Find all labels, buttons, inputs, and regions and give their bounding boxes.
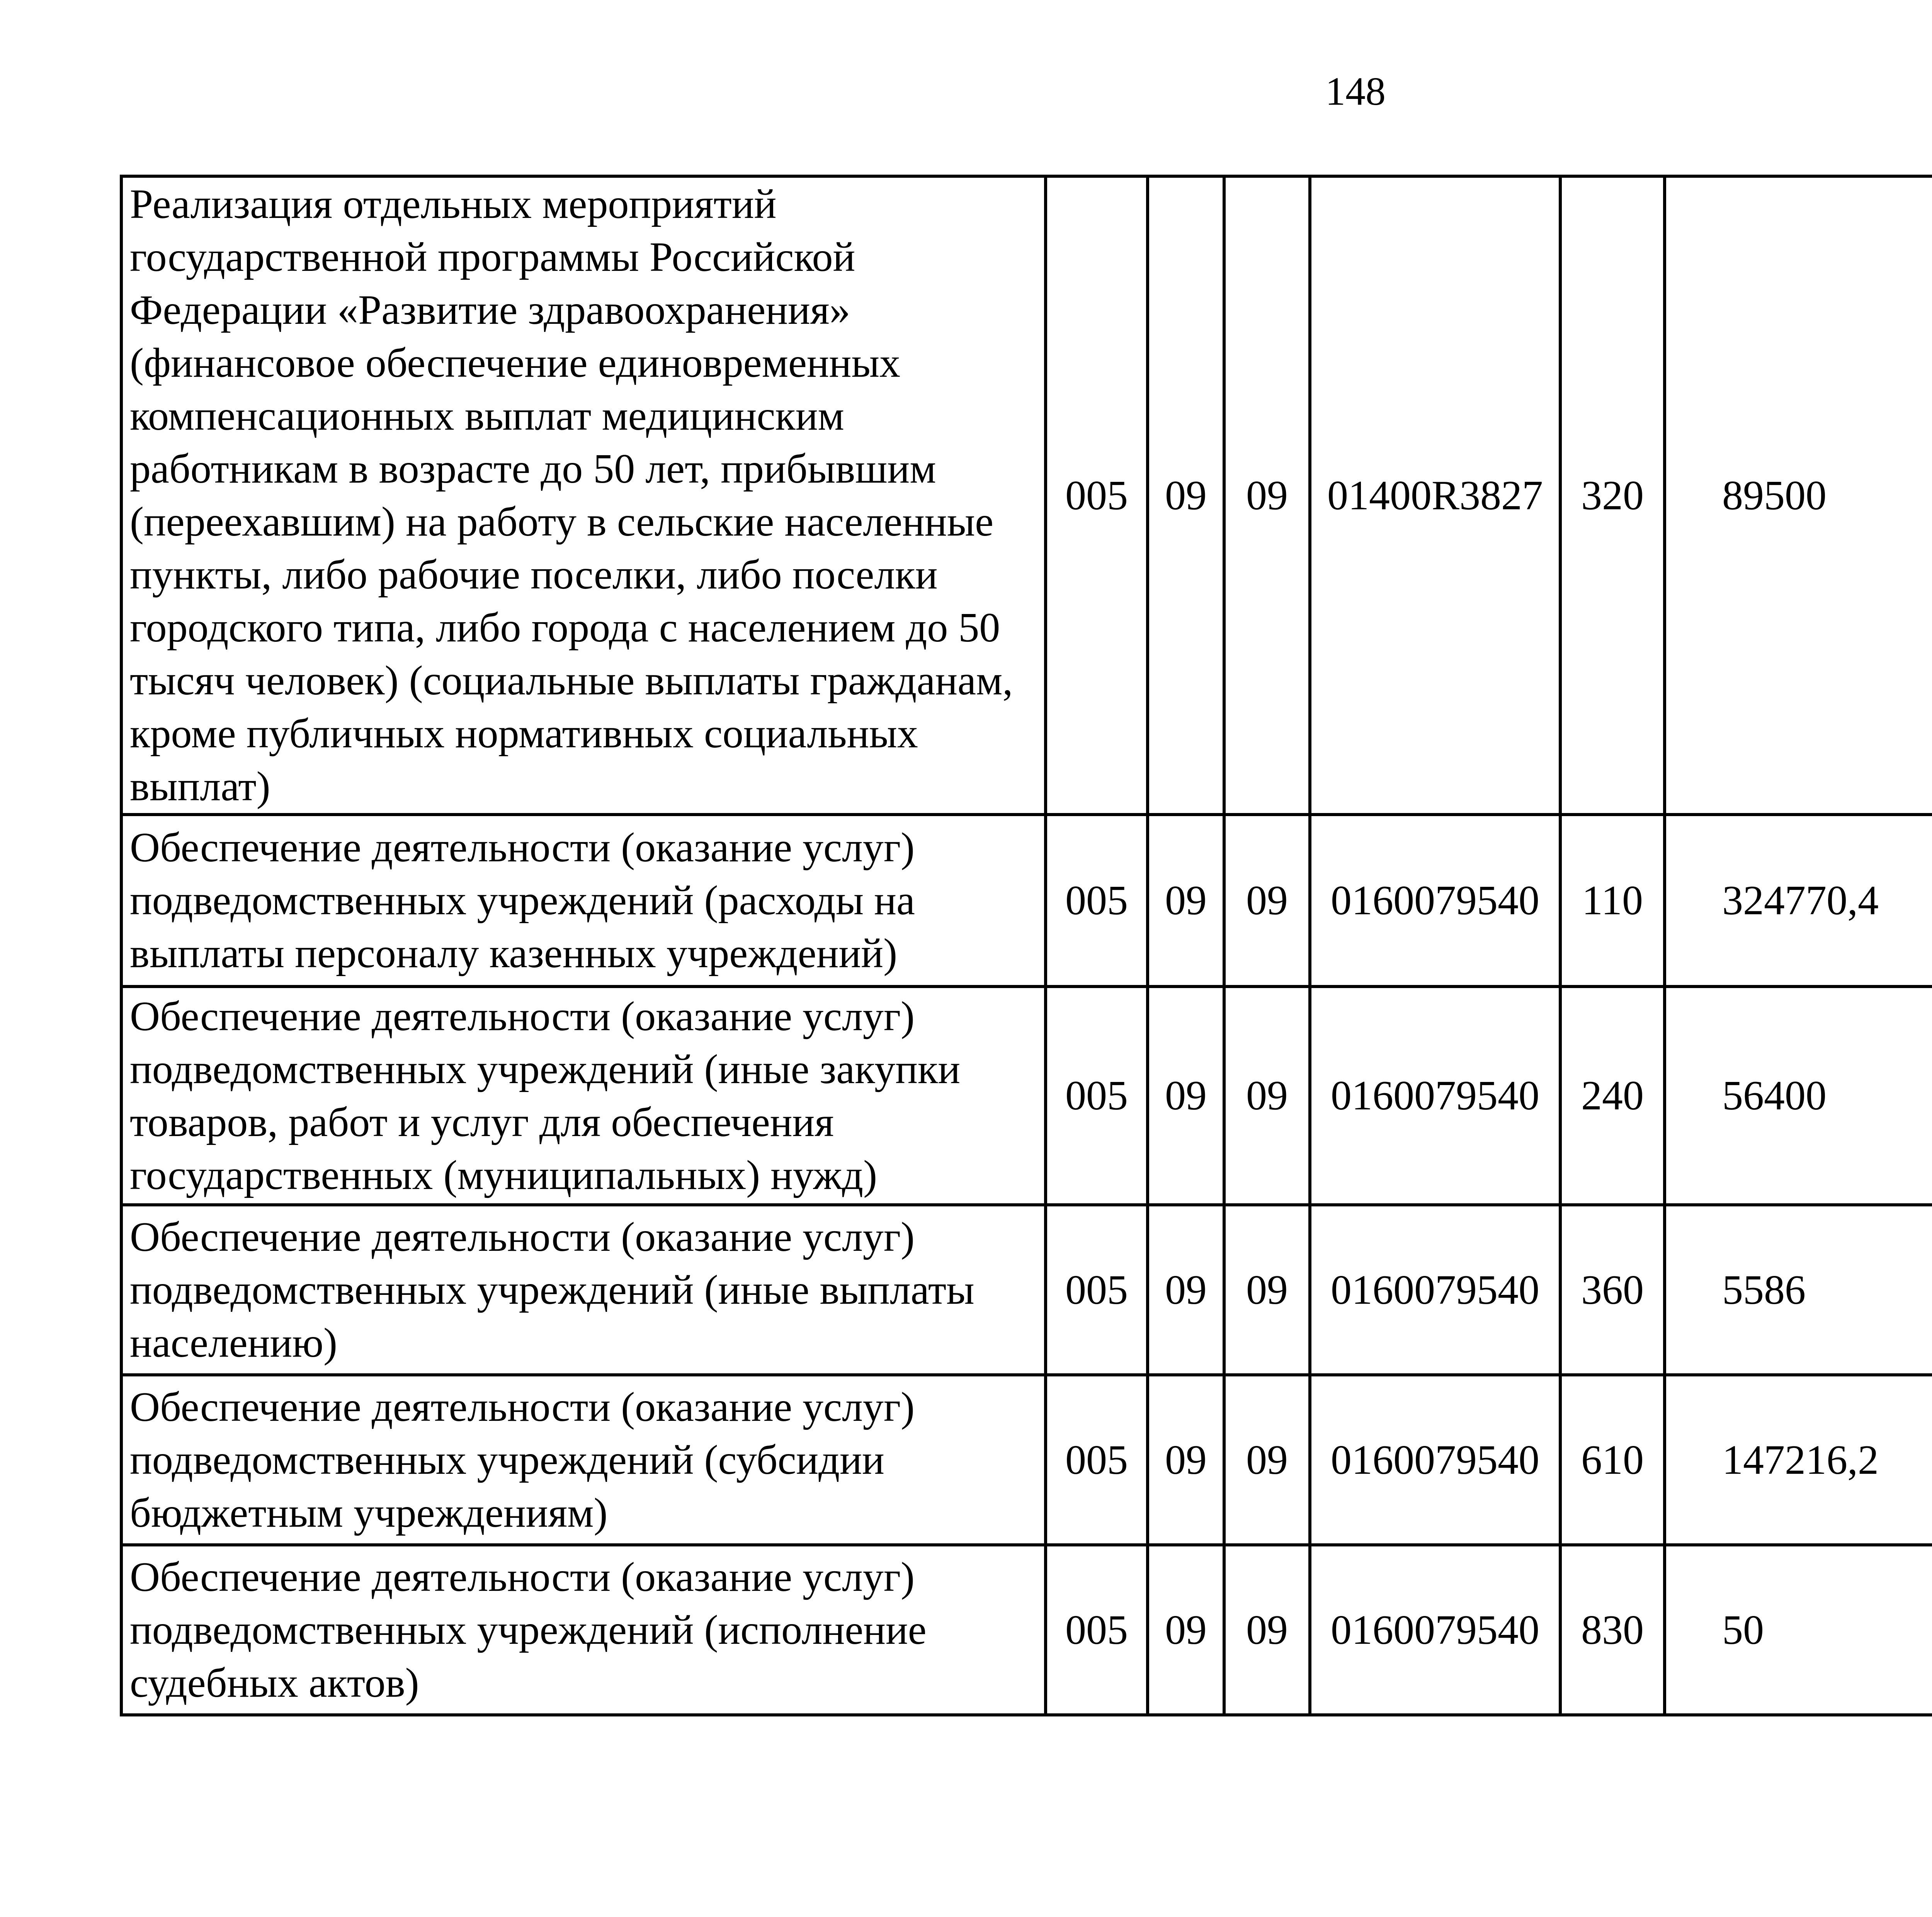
amount-1: 50 [1665, 1545, 1932, 1715]
subsection-code: 09 [1224, 176, 1310, 815]
section-code: 09 [1148, 176, 1224, 815]
section-code: 09 [1148, 987, 1224, 1205]
row-description: Обеспечение деятельности (оказание услуг) подведомственных учреждений (субсидии бюджетным учреждениям) [121, 1375, 1046, 1545]
row-description: Обеспечение деятельности (оказание услуг) подведомственных учреждений (иные закупки товаров, работ и услуг для обеспечения государственных (муниципальных) нужд) [121, 987, 1046, 1205]
target-code: 0160079540 [1310, 815, 1560, 987]
expense-type-code: 830 [1560, 1545, 1665, 1715]
amount-1: 89500 [1665, 176, 1932, 815]
expense-type-code: 360 [1560, 1205, 1665, 1375]
table-row [121, 1205, 1932, 1375]
target-code: 0160079540 [1310, 987, 1560, 1205]
table-row [121, 176, 1932, 815]
table-row [121, 1545, 1932, 1715]
budget-table [120, 175, 1932, 1716]
target-code: 0160079540 [1310, 1375, 1560, 1545]
row-description: Обеспечение деятельности (оказание услуг) подведомственных учреждений (расходы на выплаты персоналу казенных учреждений) [121, 815, 1046, 987]
subsection-code: 09 [1224, 1205, 1310, 1375]
ministry-code: 005 [1046, 1545, 1148, 1715]
subsection-code: 09 [1224, 1375, 1310, 1545]
ministry-code: 005 [1046, 176, 1148, 815]
amount-1: 5586 [1665, 1205, 1932, 1375]
amount-1: 324770,4 [1665, 815, 1932, 987]
section-code: 09 [1148, 1205, 1224, 1375]
subsection-code: 09 [1224, 815, 1310, 987]
target-code: 0160079540 [1310, 1205, 1560, 1375]
amount-1: 147216,2 [1665, 1375, 1932, 1545]
subsection-code: 09 [1224, 1545, 1310, 1715]
section-code: 09 [1148, 1375, 1224, 1545]
expense-type-code: 110 [1560, 815, 1665, 987]
target-code: 01400R3827 [1310, 176, 1560, 815]
ministry-code: 005 [1046, 1205, 1148, 1375]
table-row [121, 987, 1932, 1205]
ministry-code: 005 [1046, 815, 1148, 987]
table-row [121, 815, 1932, 987]
section-code: 09 [1148, 1545, 1224, 1715]
table-row [121, 1375, 1932, 1545]
row-description: Реализация отдельных мероприятий государственной программы Российской Федерации «Развитие здравоохранения» (финансовое обеспечение единовременных компенсационных выплат медицинским работникам в возрасте до 50 лет, прибывшим (переехавшим) на работу в сельские населенные пункты, либо рабочие поселки, либо поселки городского типа, либо города с населением до 50 тысяч человек) (социальные выплаты гражданам, кроме публичных нормативных социальных выплат) [121, 176, 1046, 815]
section-code: 09 [1148, 815, 1224, 987]
expense-type-code: 610 [1560, 1375, 1665, 1545]
ministry-code: 005 [1046, 987, 1148, 1205]
row-description: Обеспечение деятельности (оказание услуг) подведомственных учреждений (иные выплаты населению) [121, 1205, 1046, 1375]
page-number: 148 [1325, 69, 1386, 114]
ministry-code: 005 [1046, 1375, 1148, 1545]
amount-1: 56400 [1665, 987, 1932, 1205]
target-code: 0160079540 [1310, 1545, 1560, 1715]
expense-type-code: 320 [1560, 176, 1665, 815]
subsection-code: 09 [1224, 987, 1310, 1205]
expense-type-code: 240 [1560, 987, 1665, 1205]
row-description: Обеспечение деятельности (оказание услуг) подведомственных учреждений (исполнение судебных актов) [121, 1545, 1046, 1715]
